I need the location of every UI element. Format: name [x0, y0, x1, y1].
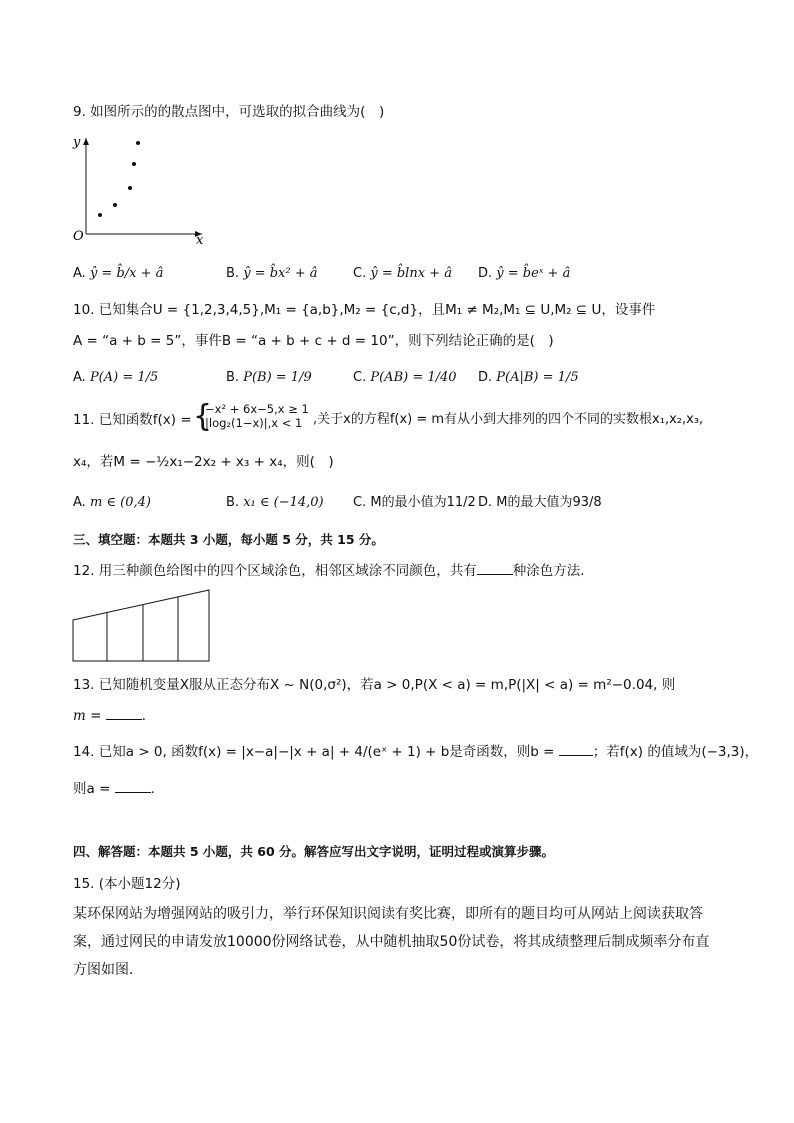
- scatter-point: [113, 203, 117, 207]
- section-3-heading: 三、填空题：本题共 3 小题，每小题 5 分，共 15 分。: [73, 532, 384, 547]
- region-outline: [73, 590, 209, 661]
- origin-label: O: [73, 229, 84, 244]
- axis-y-label: y: [73, 135, 81, 150]
- section-4-heading: 四、解答题：本题共 5 小题，共 60 分。解答应写出文字说明，证明过程或演算步骤。: [73, 844, 555, 859]
- q11-option-c: C. M的最小值为11/2: [353, 495, 476, 510]
- q11-case2: |log₂(1−x)|,x < 1: [205, 416, 303, 430]
- q11-case1: −x² + 6x−5,x ≥ 1: [205, 402, 309, 416]
- q13-line1: 13. 已知随机变量X服从正态分布X ~ N(0,σ²)，若a > 0,P(X < a) = m,P(|X| < a) = m²−0.04, 则: [73, 677, 676, 693]
- q14-line1: 14. 已知a > 0, 函数f(x) = |x−a|−|x + a| + 4/(eˣ + 1) + b是奇函数，则b = ；若f(x) 的值域为(−3,3)，: [73, 744, 759, 760]
- q10-option-a: A. P(A) = 1/5: [73, 370, 159, 385]
- axis-x-label: x: [196, 233, 204, 248]
- q12-answer-blank: [477, 562, 513, 575]
- scatter-point: [98, 213, 102, 217]
- q12-text: 12. 用三种颜色给图中的四个区域涂色，相邻区域涂不同颜色，共有 种涂色方法．: [73, 563, 594, 579]
- scatter-point: [136, 141, 140, 145]
- q11-brace-icon: {: [193, 399, 213, 434]
- q11-option-b: B. x₁ ∈ (−14,0): [226, 495, 324, 510]
- q13-answer-blank: [106, 707, 142, 720]
- q12-region-figure: [72, 588, 222, 666]
- q15-head: 15. (本小题12分): [73, 876, 181, 892]
- q11-suffix: ,关于x的方程f(x) = m有从小到大排列的四个不同的实数根x₁,x₂,x₃,: [313, 412, 704, 427]
- q10-option-d: D. P(A|B) = 1/5: [478, 370, 579, 385]
- q14-blank-a: [115, 780, 151, 793]
- q9-option-c: C. ŷ = b̂lnx + â: [353, 266, 452, 281]
- q10-line2: A = “a + b = 5”，事件B = “a + b + c + d = 10”，则下列结论正确的是( ): [73, 333, 554, 349]
- q11-option-d: D. M的最大值为93/8: [478, 495, 602, 510]
- q15-body: 某环保网站为增强网站的吸引力，举行环保知识阅读有奖比赛，即所有的题目均可从网站上阅读获取答案，通过网民的申请发放10000份网络试卷，从中随机抽取50份试卷，将其成绩整理后制成频率分布直方图如图．: [73, 906, 710, 978]
- q9-option-d: D. ŷ = b̂eˣ + â: [478, 266, 571, 281]
- q14-line2: 则a = ．: [73, 781, 165, 797]
- q10-line1: 10. 已知集合U = {1,2,3,4,5},M₁ = {a,b},M₂ = {c,d}，且M₁ ≠ M₂,M₁ ⊆ U,M₂ ⊆ U，设事件: [73, 302, 656, 318]
- q13-line2: m = ．: [73, 708, 156, 724]
- y-axis-arrow-icon: [83, 138, 89, 145]
- scatter-point: [132, 162, 136, 166]
- q11-prefix: 11. 已知函数f(x) =: [73, 412, 192, 428]
- q14-blank-b: [559, 743, 593, 756]
- q10-option-c: C. P(AB) = 1/40: [353, 370, 457, 385]
- q10-option-b: B. P(B) = 1/9: [226, 370, 312, 385]
- q9-option-b: B. ŷ = b̂x² + â: [226, 266, 318, 281]
- q9-option-a: A. ŷ = b̂/x + â: [73, 266, 164, 281]
- scatter-point: [128, 186, 132, 190]
- q9-scatter-plot: [70, 128, 240, 248]
- q9-stem: 9. 如图所示的的散点图中，可选取的拟合曲线为( ): [73, 104, 385, 120]
- q11-option-a: A. m ∈ (0,4): [73, 495, 151, 510]
- q11-line2: x₄，若M = −½x₁−2x₂ + x₃ + x₄，则( ): [73, 454, 334, 470]
